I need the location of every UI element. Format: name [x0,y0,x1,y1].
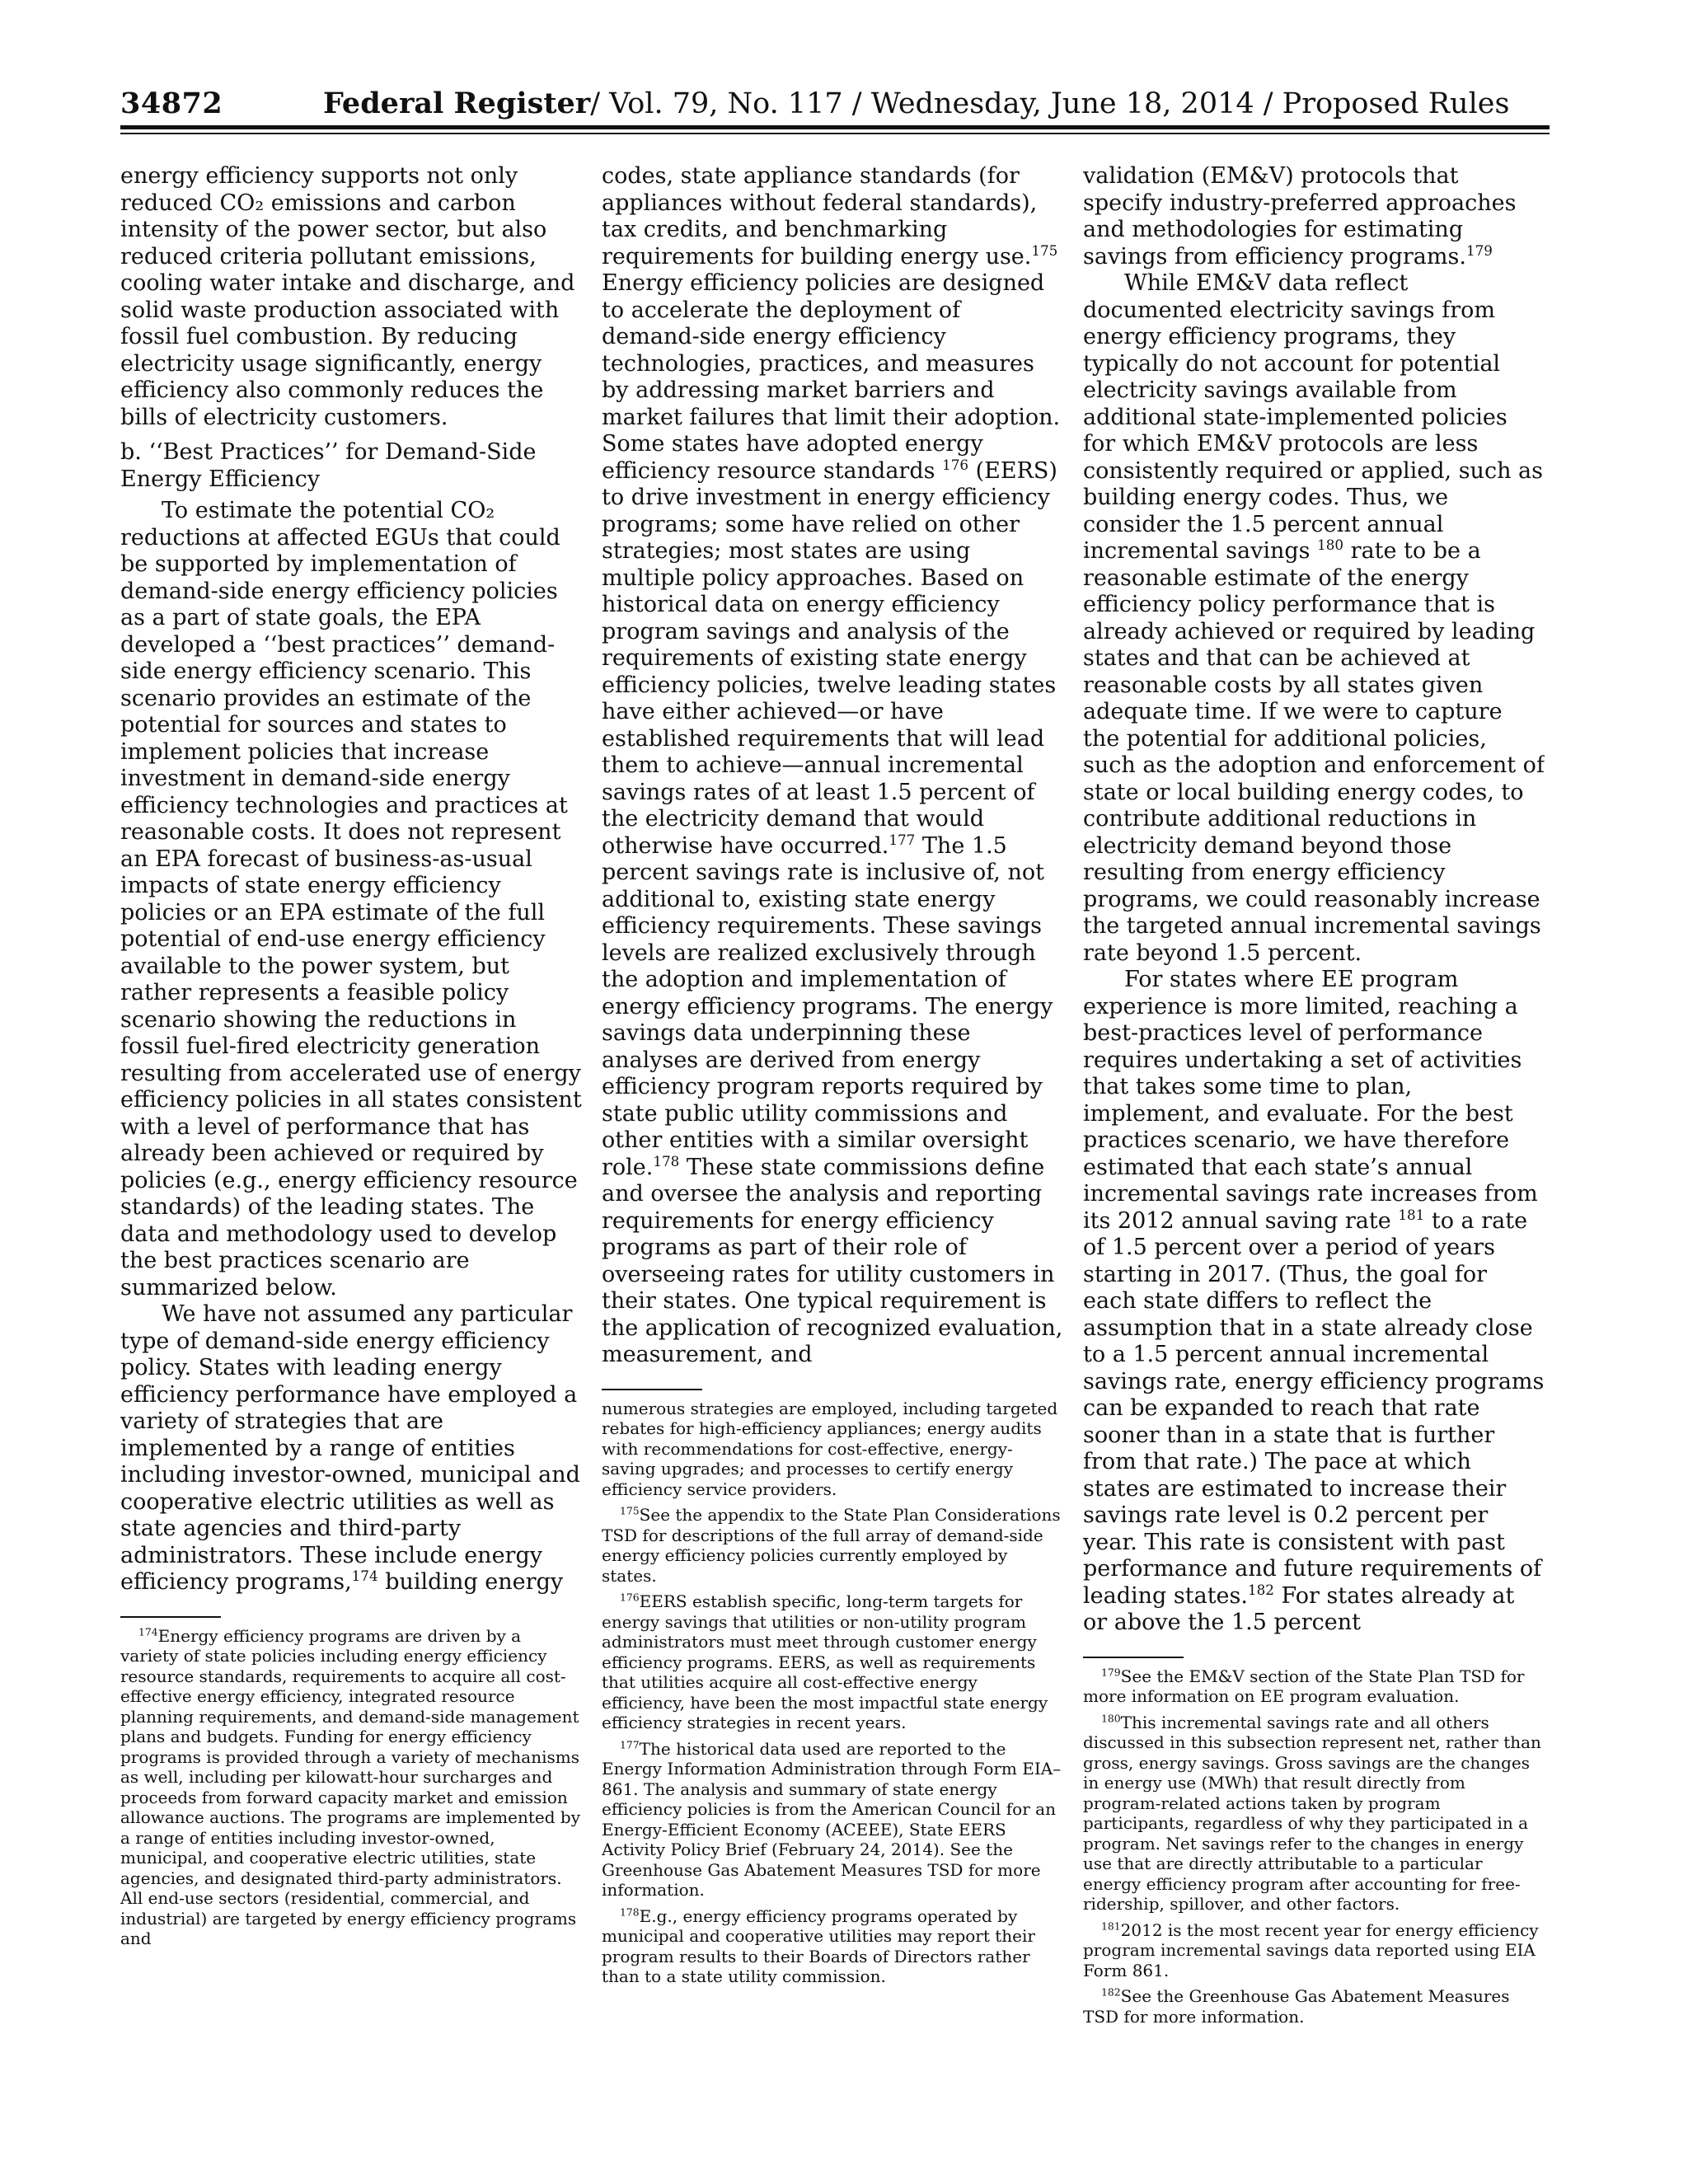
footnote-number: 174 [138,1624,158,1638]
footnote-text: EERS establish specific, long-term targets for energy savings that utilities or non-utility program administrators must meet through customer energy efficiency programs. EERS, as well as requirements that utilities acquire all cost-effective energy efficiency, have been the most impactful state energy efficiency strategies in recent years. [602,1591,1048,1732]
footnote-ref: 175 [1031,241,1058,259]
paragraph-text: These state commissions define and oversee the analysis and reporting requirements for energy efficiency programs as part of their role of overseeing rates for utility customers in their states. One typical requirement is the application of recognized evaluation, measurement, and [602,1154,1063,1367]
footnote-text: See the EM&V section of the State Plan TSD for more information on EE program evaluation. [1083,1666,1525,1706]
paragraph [120,1301,582,1596]
footnote-number: 176 [620,1591,640,1604]
footnote-continuation: numerous strategies are employed, including targeted rebates for high-efficiency appliances; energy audits with recommendations for cost-effective, energy-saving upgrades; and processes to certify energy efficiency service providers. [602,1398,1058,1499]
footnote [120,1626,582,1949]
footnotes [1083,1666,1545,2027]
paragraph-text: We have not assumed any particular type of demand-side energy efficiency policy. States with leading energy efficiency performance have employed a variety of strategies that are implemented by a range of entities including investor-owned, municipal and cooperative electric utilities as well as state agencies and third-party administrators. These include energy efficiency programs, [120,1301,580,1595]
issue-citation: / Vol. 79, No. 117 / Wednesday, June 18, 2014 / Proposed Rules [590,87,1510,120]
footnote-ref: 174 [351,1568,378,1584]
footnote-number: 179 [1101,1665,1121,1678]
footnote-separator [1083,1657,1184,1658]
page-header [120,87,1550,123]
running-head [323,87,1509,120]
footnote-separator [120,1616,221,1618]
footnote-ref: 176 [942,456,969,473]
paragraph-text: For states where EE program experience is more limited, reaching a best-practices level of performance requires undertaking a set of activities that takes some time to plan, implement, and evaluate. For the best practices scenario, we have therefore estimated that each state’s annual incremental savings rate increases from its 2012 annual saving rate [1083,967,1538,1234]
paragraph: To estimate the potential CO₂ reductions at affected EGUs that could be supported by implementation of demand-side energy efficiency policies as a part of state goals, the EPA developed a ‘‘best practices’’ demand-side energy efficiency scenario. This scenario provides an estimate of the potential for sources and states to implement policies that increase investment in demand-side energy efficiency technologies and practices at reasonable costs. It does not represent an EPA forecast of business-as-usual impacts of state energy efficiency policies or an EPA estimate of the full potential of end-use energy efficiency available to the power system, but rather represents a feasible policy scenario showing the reductions in fossil fuel-fired electricity generation resulting from accelerated use of energy efficiency policies in all states consistent with a level of performance that has already been achieved or required by policies (e.g., energy efficiency resource standards) of the leading states. The data and methodology used to develop the best practices scenario are summarized below. [120,498,582,1301]
footnote-ref: 181 [1398,1206,1425,1223]
footnote [602,1505,1063,1586]
publication-title: Federal Register [323,87,591,120]
footnote-separator [602,1389,702,1390]
paragraph [602,163,1063,1369]
footnotes [602,1399,1063,1987]
paragraph-text: to a rate of 1.5 percent over a period of years starting in 2017. (Thus, the goal for each state differs to reflect the assumption that in a state already close to a 1.5 percent annual incremental savings rate, energy efficiency programs can be expanded to reach that rate sooner than in a state that is further from that rate.) The pace at which states are estimated to increase their savings rate level is 0.2 percent per year. This rate is consistent with past performance and future requirements of leading states. [1083,1207,1545,1609]
footnote-text: 2012 is the most recent year for energy efficiency program incremental savings data reported using EIA Form 861. [1083,1919,1539,1980]
footnote-text: See the appendix to the State Plan Considerations TSD for descriptions of the full array of demand-side energy efficiency policies currently employed by states. [602,1505,1061,1586]
paragraph-text: The 1.5 percent savings rate is inclusive of, not additional to, existing state energy efficiency requirements. These savings levels are realized exclusively through the adoption and implementation of energy efficiency programs. The energy savings data underpinning these analyses are derived from energy efficiency program reports required by state public utility commissions and other entities with a similar oversight role. [602,832,1053,1180]
footnote [1083,1713,1545,1915]
paragraph-text: While EM&V data reflect documented electricity savings from energy efficiency programs, they typically do not account for potential electricity savings available from additional state-implemented policies for which EM&V protocols are less consistently required or applied, such as building energy codes. Thus, we consider the 1.5 percent annual incremental savings [1083,270,1543,564]
column-1-body [120,163,582,1596]
footnote-ref: 177 [889,831,916,848]
footnote [1083,1986,1545,2027]
footnote-text: Energy efficiency programs are driven by a variety of state policies including energy efficiency resource standards, requirements to acquire all cost-effective energy efficiency, integrated resource planning requirements, and demand-side management plans and budgets. Funding for energy efficiency programs is provided through a variety of mechanisms as well, including per kilowatt-hour surcharges and proceeds from forward capacity market and emission allowance auctions. The programs are implemented by a range of entities including investor-owned, municipal, and cooperative electric utilities, state agencies, and designated third-party administrators. All end-use sectors (residential, commercial, and industrial) are targeted by energy efficiency programs and [120,1625,580,1948]
footnotes [120,1626,582,1949]
paragraph [1083,270,1545,967]
paragraph [1083,163,1545,270]
footnote-number: 182 [1101,1985,1121,1999]
footnote-number: 178 [620,1905,640,1918]
column-3-body [1083,163,1545,1637]
footnote-ref: 178 [653,1152,680,1169]
header-rule-thin [120,133,1550,134]
footnote-text: E.g., energy efficiency programs operated by municipal and cooperative utilities may report their program results to their Boards of Directors rather than to a state utility commission. [602,1905,1035,1986]
header-rule-thick [120,125,1550,129]
paragraph-text: For states already at or above the 1.5 percent [1083,1582,1515,1635]
footnote-number: 181 [1101,1919,1121,1932]
paragraph-text: codes, state appliance standards (for appliances without federal standards), tax credits, and benchmarking requirements for building energy use. [602,163,1038,269]
footnote [602,1591,1063,1733]
paragraph: energy efficiency supports not only reduced CO₂ emissions and carbon intensity of the power sector, but also reduced criteria pollutant emissions, cooling water intake and discharge, and solid waste production associated with fossil fuel combustion. By reducing electricity usage significantly, energy efficiency also commonly reduces the bills of electricity customers. [120,163,575,430]
paragraph-text: Energy efficiency policies are designed to accelerate the deployment of demand-side energy efficiency technologies, practices, and measures by addressing market barriers and market failures that limit their adoption. Some states have adopted energy efficiency resource standards [602,270,1061,484]
page-number: 34872 [120,87,223,120]
footnote-number: 175 [620,1504,640,1517]
paragraph-text: rate to be a reasonable estimate of the energy efficiency policy performance that is already achieved or required by leading states and that can be achieved at reasonable costs by all states given adequate time. If we were to capture the potential for additional policies, such as the adoption and enforcement of state or local building energy codes, to contribute additional reductions in electricity demand beyond those resulting from energy efficiency programs, we could reasonably increase the targeted annual incremental savings rate beyond 1.5 percent. [1083,538,1545,966]
column-2-body [602,163,1063,1369]
section-subheading: b. ‘‘Best Practices’’ for Demand-Side Energy Efficiency [120,439,537,492]
footnote-ref: 182 [1247,1581,1274,1598]
footnote [1083,1666,1545,1707]
footnote-text: See the Greenhouse Gas Abatement Measures TSD for more information. [1083,1986,1510,2027]
paragraph-text: validation (EM&V) protocols that specify industry-preferred approaches and methodologies for estimating savings from efficiency programs. [1083,163,1517,269]
column-1 [120,163,582,2108]
footnote-text: The historical data used are reported to the Energy Information Administration through Form EIA–861. The analysis and summary of state energy efficiency policies is from the American Council for an Energy-Efficient Economy (ACEEE), State EERS Activity Policy Brief (February 24, 2014). See the Greenhouse Gas Abatement Measures TSD for more information. [602,1738,1062,1900]
footnote-number: 177 [620,1737,640,1750]
footnote-number: 180 [1101,1711,1121,1724]
footnote-ref: 180 [1317,537,1344,553]
column-3 [1083,163,1545,2108]
footnote-ref: 179 [1465,241,1493,259]
footnote [602,1906,1063,1987]
paragraph-text: (EERS) to drive investment in energy efficiency programs; some have relied on other strategies; most states are using multiple policy approaches. Based on historical data on energy efficiency program savings and analysis of the requirements of existing state energy efficiency policies, twelve leading states have either achieved—or have established requirements that will lead them to achieve—annual incremental savings rates of at least 1.5 percent of the electricity demand that would otherwise have occurred. [602,457,1057,859]
footnote [1083,1920,1545,1981]
footnote [602,1739,1063,1900]
column-2 [602,163,1063,2108]
paragraph [1083,967,1545,1637]
paragraph-text: building energy [377,1569,564,1595]
footnote-text: This incremental savings rate and all others discussed in this subsection represent net, rather than gross, energy savings. Gross savings are the changes in energy use (MWh) that result directly from program-related actions taken by program participants, regardless of why they participated in a program. Net savings refer to the changes in energy use that are directly attributable to a particular energy efficiency program after accounting for free-ridership, spillover, and other factors. [1083,1712,1541,1914]
